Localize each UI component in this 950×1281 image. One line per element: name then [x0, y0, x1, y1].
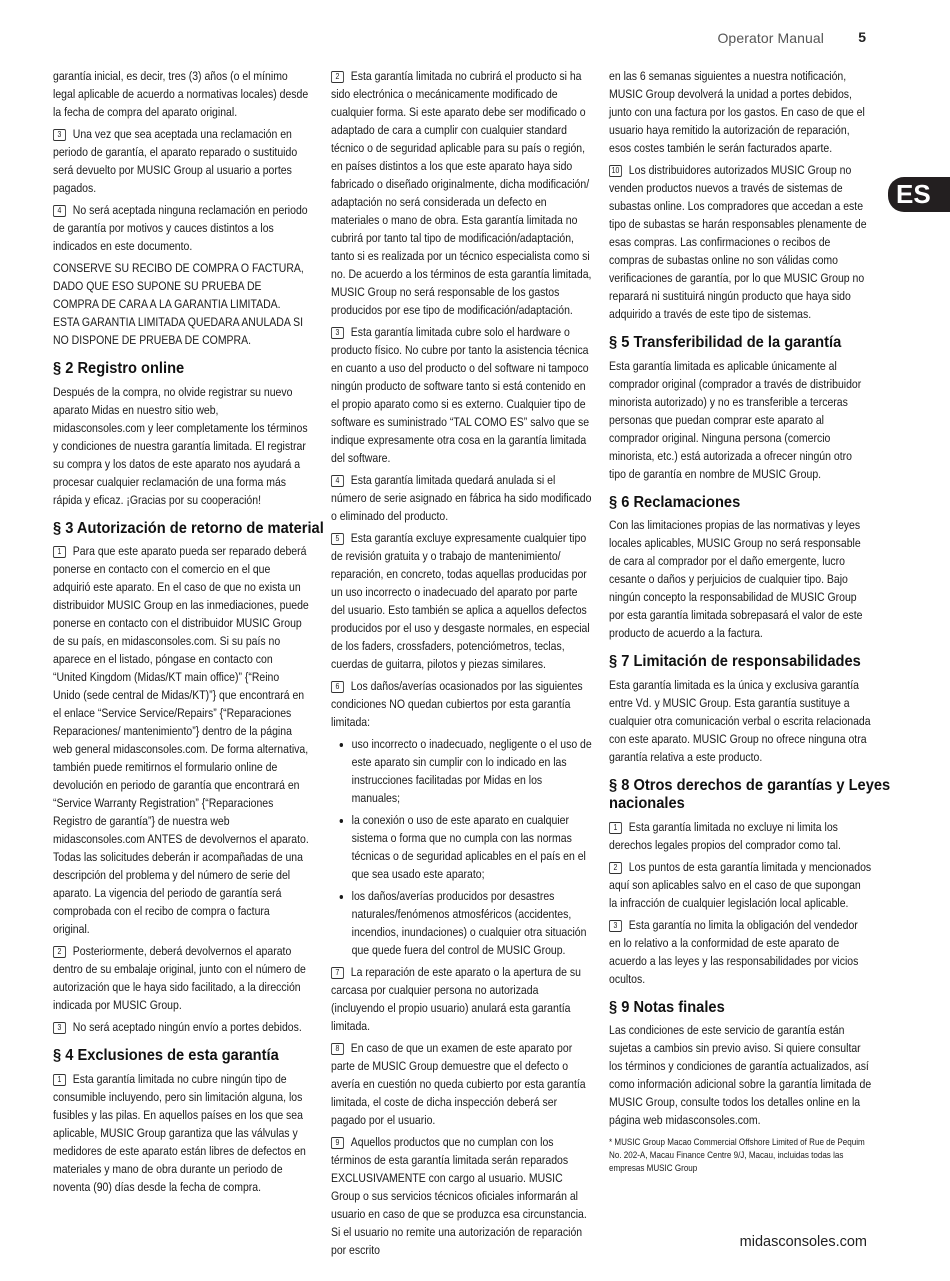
paragraph-text: Las condiciones de este servicio de garantía están sujetas a cambios sin previo aviso. Si quiere consultar los términos y condiciones de garantía actualizados, así como información adicional sobre la garantía limitada de MUSIC Group, consulte todos los detalles online en la página web midasconsoles.com. — [609, 1023, 872, 1127]
item-number-box: 1 — [609, 822, 622, 834]
paragraph — [331, 677, 593, 731]
footnote — [609, 1135, 871, 1174]
section-heading: § 6 Reclamaciones — [609, 493, 741, 511]
bullet-item: • la conexión o uso de este aparato en cualquier sistema o forma que no cumpla con las normas técnicas o de seguridad aplicables en el país en el que sea usado este aparato; — [352, 811, 594, 883]
paragraph-text: Esta garantía limitada quedará anulada si el número de serie asignado en fábrica ha sido modificado o eliminado del producto. — [331, 473, 592, 523]
item-number-box: 9 — [331, 1137, 344, 1149]
item-number-box: 7 — [331, 967, 344, 979]
paragraph-text: Para que este aparato pueda ser reparado deberá ponerse en contacto con el comercio en el que adquirió este aparato. En el caso de que no exista un distribuidor MUSIC Group en las inmediaciones, puede ponerse en contacto con el distribuidor MUSIC Group de su país, en midasconsoles.com. Si su país no aparece en el listado, póngase en contacto con “United Kingdom (Midas/KT main office)” {“Reino Unido (sede central de Midas/KT)”} que encontrará en el enlace “Service Service/Repairs” {“Reparaciones Reparaciones/ mantenimiento”} dentro de la página web general midasconsoles.com. De forma alternativa, también puede remitirnos el formulario online de devolución en periodo de garantía que encontrará en “Service Warranty Registration” {“Reparaciones Registro de garantía”} de nuestra web midasconsoles.com ANTES de devolvernos el aparato. Todas las solicitudes deberán ir acompañadas de una descripción del problema y del número de serie del aparato. La vigencia del periodo de garantía será comprobada con el recibo de compra o factura original. — [53, 544, 309, 936]
paragraph-text: garantía inicial, es decir, tres (3) años (o el mínimo legal aplicable de acuerdo a normativas locales) desde la fecha de compra del aparato original. — [53, 69, 309, 119]
item-number-box: 3 — [53, 1022, 66, 1034]
paragraph — [53, 383, 309, 509]
paragraph — [53, 67, 309, 121]
paragraph — [609, 858, 871, 912]
paragraph — [53, 1018, 309, 1036]
paragraph-text: Los daños/averías ocasionados por las siguientes condiciones NO quedan cubiertos por esta garantía limitada: — [331, 679, 583, 729]
footer-website: midasconsoles.com — [739, 1234, 867, 1250]
page-header — [0, 30, 950, 50]
column-left — [53, 67, 324, 1200]
paragraph-text: Esta garantía limitada no cubrirá el producto si ha sido electrónica o mecánicamente modificado de cualquier forma. Si este aparato debe ser modificado o adaptado de cara a cumplir con cualquier standard técnico o de seguridad aplicable para su país o región, en países distintos a los que este aparato haya sido fabricado o diseñado originalmente, dicha modificación/ adaptación no será considerada un defecto en materiales o mano de obra. Esta garantía limitada no cubrirá por tanto tal tipo de modificación/adaptación, tanto si es realizada por un técnico especialista como si no. De acuerdo a los términos de esta garantía limitada, MUSIC Group no será responsable de los gastos producidos por ese tipo de modificación/adaptación. — [331, 69, 592, 317]
paragraph-text: Esta garantía excluye expresamente cualquier tipo de revisión gratuita y o trabajo de mantenimiento/ reparación, en concreto, todas aquellas producidas por un uso incorrecto o inadecuado del aparato por parte del usuario. Esto también se aplica a aquellos defectos producidos por el uso y desgaste normales, en especial de los faders, crossfaders, potenciómetros, teclas, cuerdas de guitarra, pilotos y piezas similares. — [331, 531, 590, 671]
paragraph — [331, 529, 593, 673]
paragraph-text: Después de la compra, no olvide registrar su nuevo aparato Midas en nuestro sitio web, midasconsoles.com y leer completamente los términos y condiciones de nuestra garantía limitada. El registrar su compra y los datos de este aparato nos ayudará a procesar cualquier reclamación de una forma más rápida y eficaz. ¡Gracias por su cooperación! — [53, 384, 308, 507]
paragraph — [53, 259, 309, 349]
paragraph-text: * MUSIC Group Macao Commercial Offshore Limited of Rue de Pequim No. 202-A, Macau Finance Centre 9/J, Macau, incluidas todas las empresas MUSIC Group — [609, 1136, 865, 1173]
paragraph-text: Los puntos de esta garantía limitada y mencionados aquí son aplicables salvo en el caso de que supongan la infracción de cualquier legislación local aplicable. — [609, 859, 872, 910]
paragraph — [609, 357, 871, 483]
paragraph-text: No será aceptado ningún envío a portes debidos. — [72, 1020, 302, 1034]
item-number-box: 3 — [331, 327, 344, 339]
section-heading: § 7 Limitación de responsabilidades — [609, 653, 861, 670]
paragraph — [331, 963, 593, 1035]
paragraph-text: Esta garantía limitada es la única y exclusiva garantía entre Vd. y MUSIC Group. Esta garantía sustituye a cualquier otra comunicación verbal o escrita relacionada con este aparato. MUSIC Group no ofrece ninguna otra garantía relativa a este producto. — [609, 677, 871, 764]
item-number-box: 10 — [609, 165, 622, 177]
paragraph — [53, 542, 309, 938]
paragraph — [53, 125, 309, 197]
bullet-item: • uso incorrecto o inadecuado, negligente o el uso de este aparato sin cumplir con lo indicado en las instrucciones facilitadas por Midas en los manuales; — [352, 735, 594, 807]
paragraph-text: Una vez que sea aceptada una reclamación en periodo de garantía, el aparato reparado o sustituido será devuelto por MUSIC Group al usuario a portes pagados. — [53, 127, 298, 195]
section-heading: § 9 Notas finales — [609, 998, 725, 1016]
header-title: Operator Manual — [717, 30, 824, 46]
paragraph — [609, 67, 871, 157]
section-heading: § 2 Registro online — [53, 360, 185, 377]
item-number-box: 2 — [331, 71, 344, 83]
paragraph-text: Esta garantía limitada no excluye ni limita los derechos legales propios del comprador como tal. — [609, 819, 841, 852]
paragraph-text: Posteriormente, deberá devolvernos el aparato dentro de su embalaje original, junto con el número de autorización que le haya sido facilitado, a la dirección indicada por MUSIC Group. — [53, 944, 306, 1012]
bullet-list — [331, 735, 593, 959]
paragraph-text: Esta garantía limitada cubre solo el hardware o producto físico. No cubre por tanto la asistencia técnica en cuanto a uso del producto o del software ni tampoco ningún producto de software tanto si está contenido en el propio aparato como si es externo. Cualquier tipo de software es suministrado “TAL COMO ES” salvo que se indique expresamente otra cosa en la garantía limitada del software. — [331, 325, 590, 465]
paragraph-text: Esta garantía limitada no cubre ningún tipo de consumible incluyendo, pero sin limitación alguna, los fusibles y las pilas. En aquellos países en los que sea aplicable, MUSIC Group garantiza que las válvulas y medidores de este aparato están libres de defectos en materiales y mano de obra durante un periodo de noventa (90) días desde la fecha de compra. — [53, 1071, 306, 1194]
paragraph — [331, 471, 593, 525]
paragraph — [53, 942, 309, 1014]
section-heading: § 5 Transferibilidad de la garantía — [609, 334, 842, 351]
paragraph-text: CONSERVE SU RECIBO DE COMPRA O FACTURA, DADO QUE ESO SUPONE SU PRUEBA DE COMPRA DE CARA A LA GARANTIA LIMITADA. ESTA GARANTIA LIMITADA QUEDARA ANULADA SI NO DISPONE DE PRUEBA DE COMPRA. — [53, 261, 304, 347]
paragraph-text: Esta garantía no limita la obligación del vendedor en lo relativo a la conformidad de este aparato de acuerdo a las leyes y las responsabilidades por vicios ocultos. — [609, 917, 859, 986]
item-number-box: 5 — [331, 533, 344, 545]
paragraph-text: Aquellos productos que no cumplan con los términos de esta garantía limitada serán reparados EXCLUSIVAMENTE con cargo al usuario. MUSIC Group o sus servicios técnicos oficiales informarán al usuario en caso de que se produzca esa circunstancia. Si el usuario no remite una autorización de reparación por escrito — [331, 1135, 587, 1257]
paragraph — [331, 1039, 593, 1129]
column-right — [609, 67, 891, 1178]
column-middle — [331, 67, 593, 1263]
bullet-item: • los daños/averías producidos por desastres naturales/fenómenos atmosféricos (accidentes, incendios, inundaciones) o cualquier otra situación que quede fuera del control de MUSIC Group. — [352, 887, 594, 959]
item-number-box: 2 — [53, 946, 66, 958]
paragraph-text: No será aceptada ninguna reclamación en periodo de garantía por motivos y cauces distintos a los indicados en este documento. — [53, 203, 308, 253]
paragraph-text: En caso de que un examen de este aparato por parte de MUSIC Group demuestre que el defecto o avería en cuestión no queda cubierto por esta garantía limitada, el coste de dicha inspección deberá ser pagado por el usuario. — [331, 1041, 586, 1127]
item-number-box: 4 — [53, 205, 66, 217]
language-tab: ES — [888, 177, 950, 212]
paragraph-text: Los distribuidores autorizados MUSIC Group no venden productos nuevos a través de sistemas de subastas online. Los compradores que accedan a este tipo de subastas se harán responsables plenamente de esas compras. Las confirmaciones o recibos de compras de subastas online no son válidas como verificaciones de garantía, por lo que MUSIC Group no reparará ni sustituirá ningún producto que haya sido adquirido a través de este tipo de sistemas. — [609, 163, 867, 321]
paragraph — [609, 161, 871, 323]
paragraph — [331, 67, 593, 319]
paragraph — [331, 323, 593, 467]
paragraph — [53, 1070, 309, 1196]
paragraph — [609, 676, 871, 766]
section-heading: § 4 Exclusiones de esta garantía — [53, 1047, 279, 1064]
paragraph — [331, 1133, 593, 1259]
item-number-box: 1 — [53, 1074, 66, 1086]
paragraph-text: La reparación de este aparato o la apertura de su carcasa por cualquier persona no autorizada (incluyendo el propio usuario) anulará esta garantía limitada. — [331, 965, 581, 1033]
paragraph-text: Esta garantía limitada es aplicable únicamente al comprador original (comprador a través de distribuidor minorista autorizado) y no es transferible a terceras personas que puedan comprar este aparato al comprador original. Ninguna persona (comercio minorista, etc.) está autorizada a ofrecer ningún otro tipo de garantía en nombre de MUSIC Group. — [609, 358, 862, 481]
item-number-box: 1 — [53, 546, 66, 558]
paragraph — [609, 1021, 871, 1129]
item-number-box: 4 — [331, 475, 344, 487]
item-number-box: 3 — [53, 129, 66, 141]
paragraph — [53, 201, 309, 255]
item-number-box: 2 — [609, 862, 622, 874]
paragraph — [609, 818, 871, 854]
item-number-box: 3 — [609, 920, 622, 932]
section-heading: § 8 Otros derechos de garantías y Leyes nacionales — [609, 776, 891, 812]
page-number: 5 — [858, 29, 866, 45]
paragraph — [609, 916, 871, 988]
paragraph-text: en las 6 semanas siguientes a nuestra notificación, MUSIC Group devolverá la unidad a portes debidos, junto con una factura por los gastos. En caso de que el usuario haya remitido la autorización de reparación, esos costes también le serán facturados aparte. — [609, 69, 865, 155]
item-number-box: 6 — [331, 681, 344, 693]
section-heading: § 3 Autorización de retorno de material — [53, 519, 324, 537]
paragraph-text: Con las limitaciones propias de las normativas y leyes locales aplicables, MUSIC Group no será responsable de cara al comprador por el daño emergente, lucro cesante o daños y perjuicios de cualquier tipo. Bajo ningún concepto la responsabilidad de MUSIC Group por esta garantía limitada sobrepasará el valor de este producto de acuerdo a la factura. — [609, 518, 863, 640]
item-number-box: 8 — [331, 1043, 344, 1055]
paragraph — [609, 516, 871, 642]
